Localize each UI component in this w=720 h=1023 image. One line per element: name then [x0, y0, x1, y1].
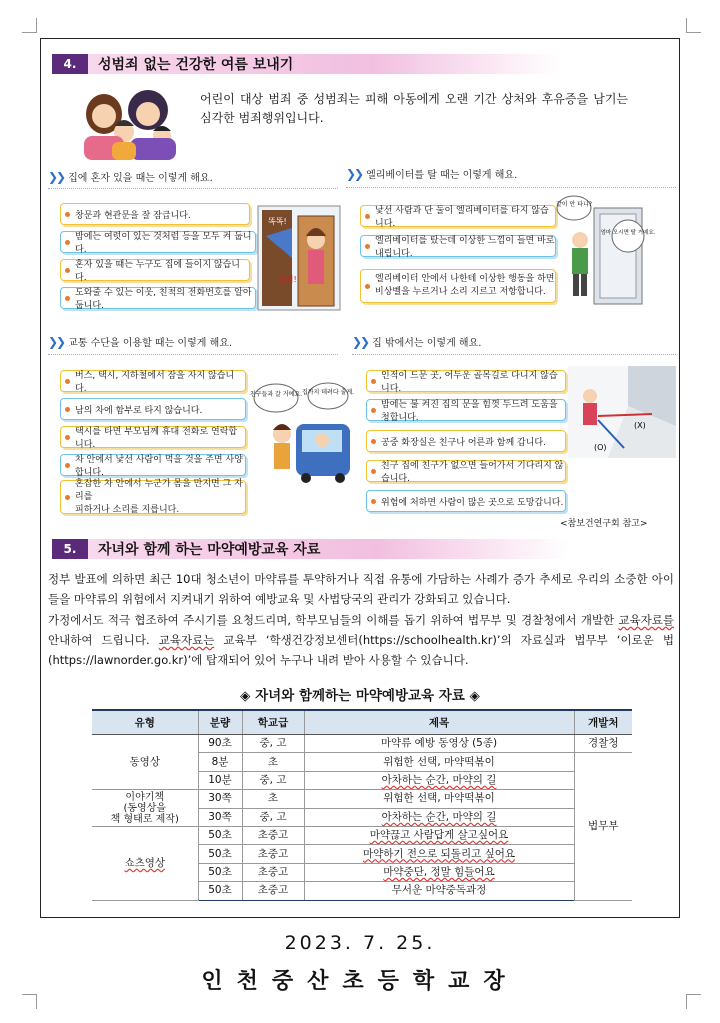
double-chevron-icon: ❯❯: [352, 334, 369, 349]
car-illustration: [249, 382, 355, 484]
header-type: 유형: [92, 710, 198, 735]
header-title: 제목: [304, 710, 574, 735]
section5-para1: 정부 발표에 의하면 최근 10대 청소년이 마약류를 투약하거나 직접 유통에 가담하는 사례가 증가 추세로 우리의 소중한 아이들을 마약류의 위험에서 지켜내기 위하여 예방교육 및 사법당국의 관리가 강화되고 있습니다.: [48, 572, 674, 606]
section4-header: [52, 53, 562, 75]
header-level: 학교급: [242, 710, 304, 735]
section5-number: 5.: [52, 539, 88, 559]
outside-tip: 밤에는 불 켜진 집의 문을 힘껏 두드려 도움을 청합니다.: [366, 399, 566, 421]
section5-para2: 가정에서도 적극 협조하여 주시기를 요청드리며, 학부모님들의 이해를 돕기 위하여 법무부 및 경찰청에서 개발한 교육자료를 안내하여 드립니다. 교육자료는 교육부 ‘학생건강정보센터(https://schoolhealth.kr)’의 자료실과 법무부 ‘이로운 법(https://lawnorder.go.kr)’에 탑재되어 있어 누구나 내려 받아 사용할 수 있습니다.: [48, 613, 674, 667]
street-mark-x: (X): [634, 421, 646, 430]
section4-number: 4.: [52, 54, 88, 74]
source-note: <참보건연구회 참고>: [560, 519, 648, 529]
type-cell: 쇼츠영상: [92, 826, 198, 900]
home-heading-text: 집에 혼자 있을 때는 이렇게 해요.: [68, 173, 213, 184]
home-tip: 도와줄 수 있는 이웃, 친척의 전화번호를 알아둡니다.: [60, 287, 256, 309]
outside-heading: [352, 334, 481, 349]
table-row: 50초 초중고 무서운 마약중독과정: [92, 882, 632, 900]
divider: [48, 188, 338, 189]
elevator-tip: 엘리베이터 안에서 나한테 이상한 행동을 하면 비상벨을 누르거나 소리 지르고 저항합니다.: [360, 269, 556, 303]
table-row: 쇼츠영상 50초 초중고 마약끊고 사람답게 살고싶어요: [92, 826, 632, 844]
door-knock-text: 똑똑!: [268, 217, 287, 226]
divider: [48, 354, 338, 355]
double-chevron-icon: ❯❯: [48, 334, 65, 349]
elevator-tip: 엘리베이터를 탔는데 이상한 느낌이 들면 바로 내립니다.: [360, 235, 556, 257]
transport-tip: 택시를 타면 부모님께 휴대 전화로 연락합니다.: [60, 426, 246, 448]
home-heading: [48, 169, 213, 184]
section5-title: 자녀와 함께 하는 마약예방교육 자료: [88, 539, 570, 559]
table-row: 30쪽 중, 고 아차하는 순간, 마약의 길: [92, 808, 632, 826]
door-lock-text: 철컥!: [278, 275, 297, 284]
home-tip: 혼자 있을 때는 누구도 집에 들이지 않습니다.: [60, 259, 250, 281]
home-tip: 밤에는 여럿이 있는 것처럼 등을 모두 켜 둡니다.: [60, 231, 256, 253]
drug-education-table: [92, 709, 632, 901]
table-row: 8분 초 위험한 선택, 마약떡볶이 법무부: [92, 753, 632, 771]
outside-tip: 공중 화장실은 친구나 어른과 함께 갑니다.: [366, 430, 566, 452]
corner-mark: [686, 18, 701, 33]
developer-cell: 법무부: [574, 753, 632, 900]
street-illustration: [568, 366, 676, 458]
outside-tip: 인적이 드문 곳, 어두운 골목길로 다니지 않습니다.: [366, 370, 566, 392]
elevator-tip: 낯선 사람과 단 둘이 엘리베이터를 타지 않습니다.: [360, 205, 556, 227]
car-bubble2: 집까지 데려다 줄게.: [301, 389, 355, 396]
school-signature: 인천중산초등학교장: [201, 969, 519, 994]
transport-tip: 남의 차에 함부로 타지 않습니다.: [60, 398, 246, 420]
transport-tip: 혼잡한 차 안에서 누군가 몸을 만지면 그 자리를 피하거나 소리를 지릅니다.: [60, 480, 246, 514]
elevator-bubble2: 엄마 오시면 탈 거예요.: [600, 230, 656, 236]
street-mark-o: (O): [594, 443, 607, 452]
divider: [346, 187, 676, 188]
elevator-heading-text: 엘리베이터를 탈 때는 이렇게 해요.: [366, 170, 518, 181]
corner-mark: [686, 994, 701, 1009]
section4-title: 성범죄 없는 건강한 여름 보내기: [88, 54, 562, 74]
divider: [352, 354, 676, 355]
corner-mark: [22, 18, 37, 33]
document-date: 2023. 7. 25.: [284, 932, 436, 954]
car-bubble1: 친구들과 갈 거예요.: [249, 391, 303, 398]
outside-tip: 위험에 처하면 사람이 많은 곳으로 도망갑니다.: [366, 490, 566, 512]
outside-tip: 친구 집에 친구가 없으면 들어가서 기다리지 않습니다.: [366, 460, 566, 482]
home-tip: 창문과 현관문을 잘 잠급니다.: [60, 203, 250, 225]
section4-intro: 어린이 대상 범죄 중 성범죄는 피해 아동에게 오랜 기간 상처와 후유증을 남기는 심각한 범죄행위입니다.: [200, 92, 628, 125]
family-illustration: [64, 84, 186, 162]
table-title: ◈ 자녀와 함께하는 마약예방교육 자료 ◈: [240, 688, 480, 704]
transport-heading-text: 교통 수단을 이용할 때는 이렇게 해요.: [68, 338, 233, 349]
outside-heading-text: 집 밖에서는 이렇게 해요.: [372, 338, 482, 349]
double-chevron-icon: ❯❯: [48, 169, 65, 184]
table-row: 동영상 90초 중, 고 마약류 예방 동영상 (5종) 경찰청: [92, 735, 632, 753]
table-row: 50초 초중고 마약하기 전으로 되돌리고 싶어요: [92, 845, 632, 863]
section5-header: [52, 538, 570, 560]
elevator-illustration: [556, 194, 656, 306]
double-chevron-icon: ❯❯: [346, 166, 363, 181]
elevator-bubble1: 같이 안 타니?: [556, 201, 592, 208]
table-header-row: [92, 710, 632, 735]
elevator-heading: [346, 166, 517, 181]
type-cell: 이야기책 (동영상을 책 형태로 제작): [92, 790, 198, 827]
table-row: 이야기책 (동영상을 책 형태로 제작) 30쪽 초 위험한 선택, 마약떡볶이: [92, 790, 632, 808]
table-row: 50초 초중고 마약중단, 정말 힘들어요: [92, 863, 632, 881]
door-illustration: [258, 206, 340, 310]
header-length: 분량: [198, 710, 242, 735]
type-cell: 동영상: [92, 735, 198, 790]
header-developer: 개발처: [574, 710, 632, 735]
corner-mark: [22, 994, 37, 1009]
table-row: 10분 중, 고 아차하는 순간, 마약의 길: [92, 771, 632, 789]
transport-heading: [48, 334, 232, 349]
transport-tip: 버스, 택시, 지하철에서 잠을 자지 않습니다.: [60, 370, 246, 392]
developer-cell: 경찰청: [574, 735, 632, 753]
transport-tip: 차 안에서 낯선 사람이 먹을 것을 주면 사양합니다.: [60, 454, 246, 476]
